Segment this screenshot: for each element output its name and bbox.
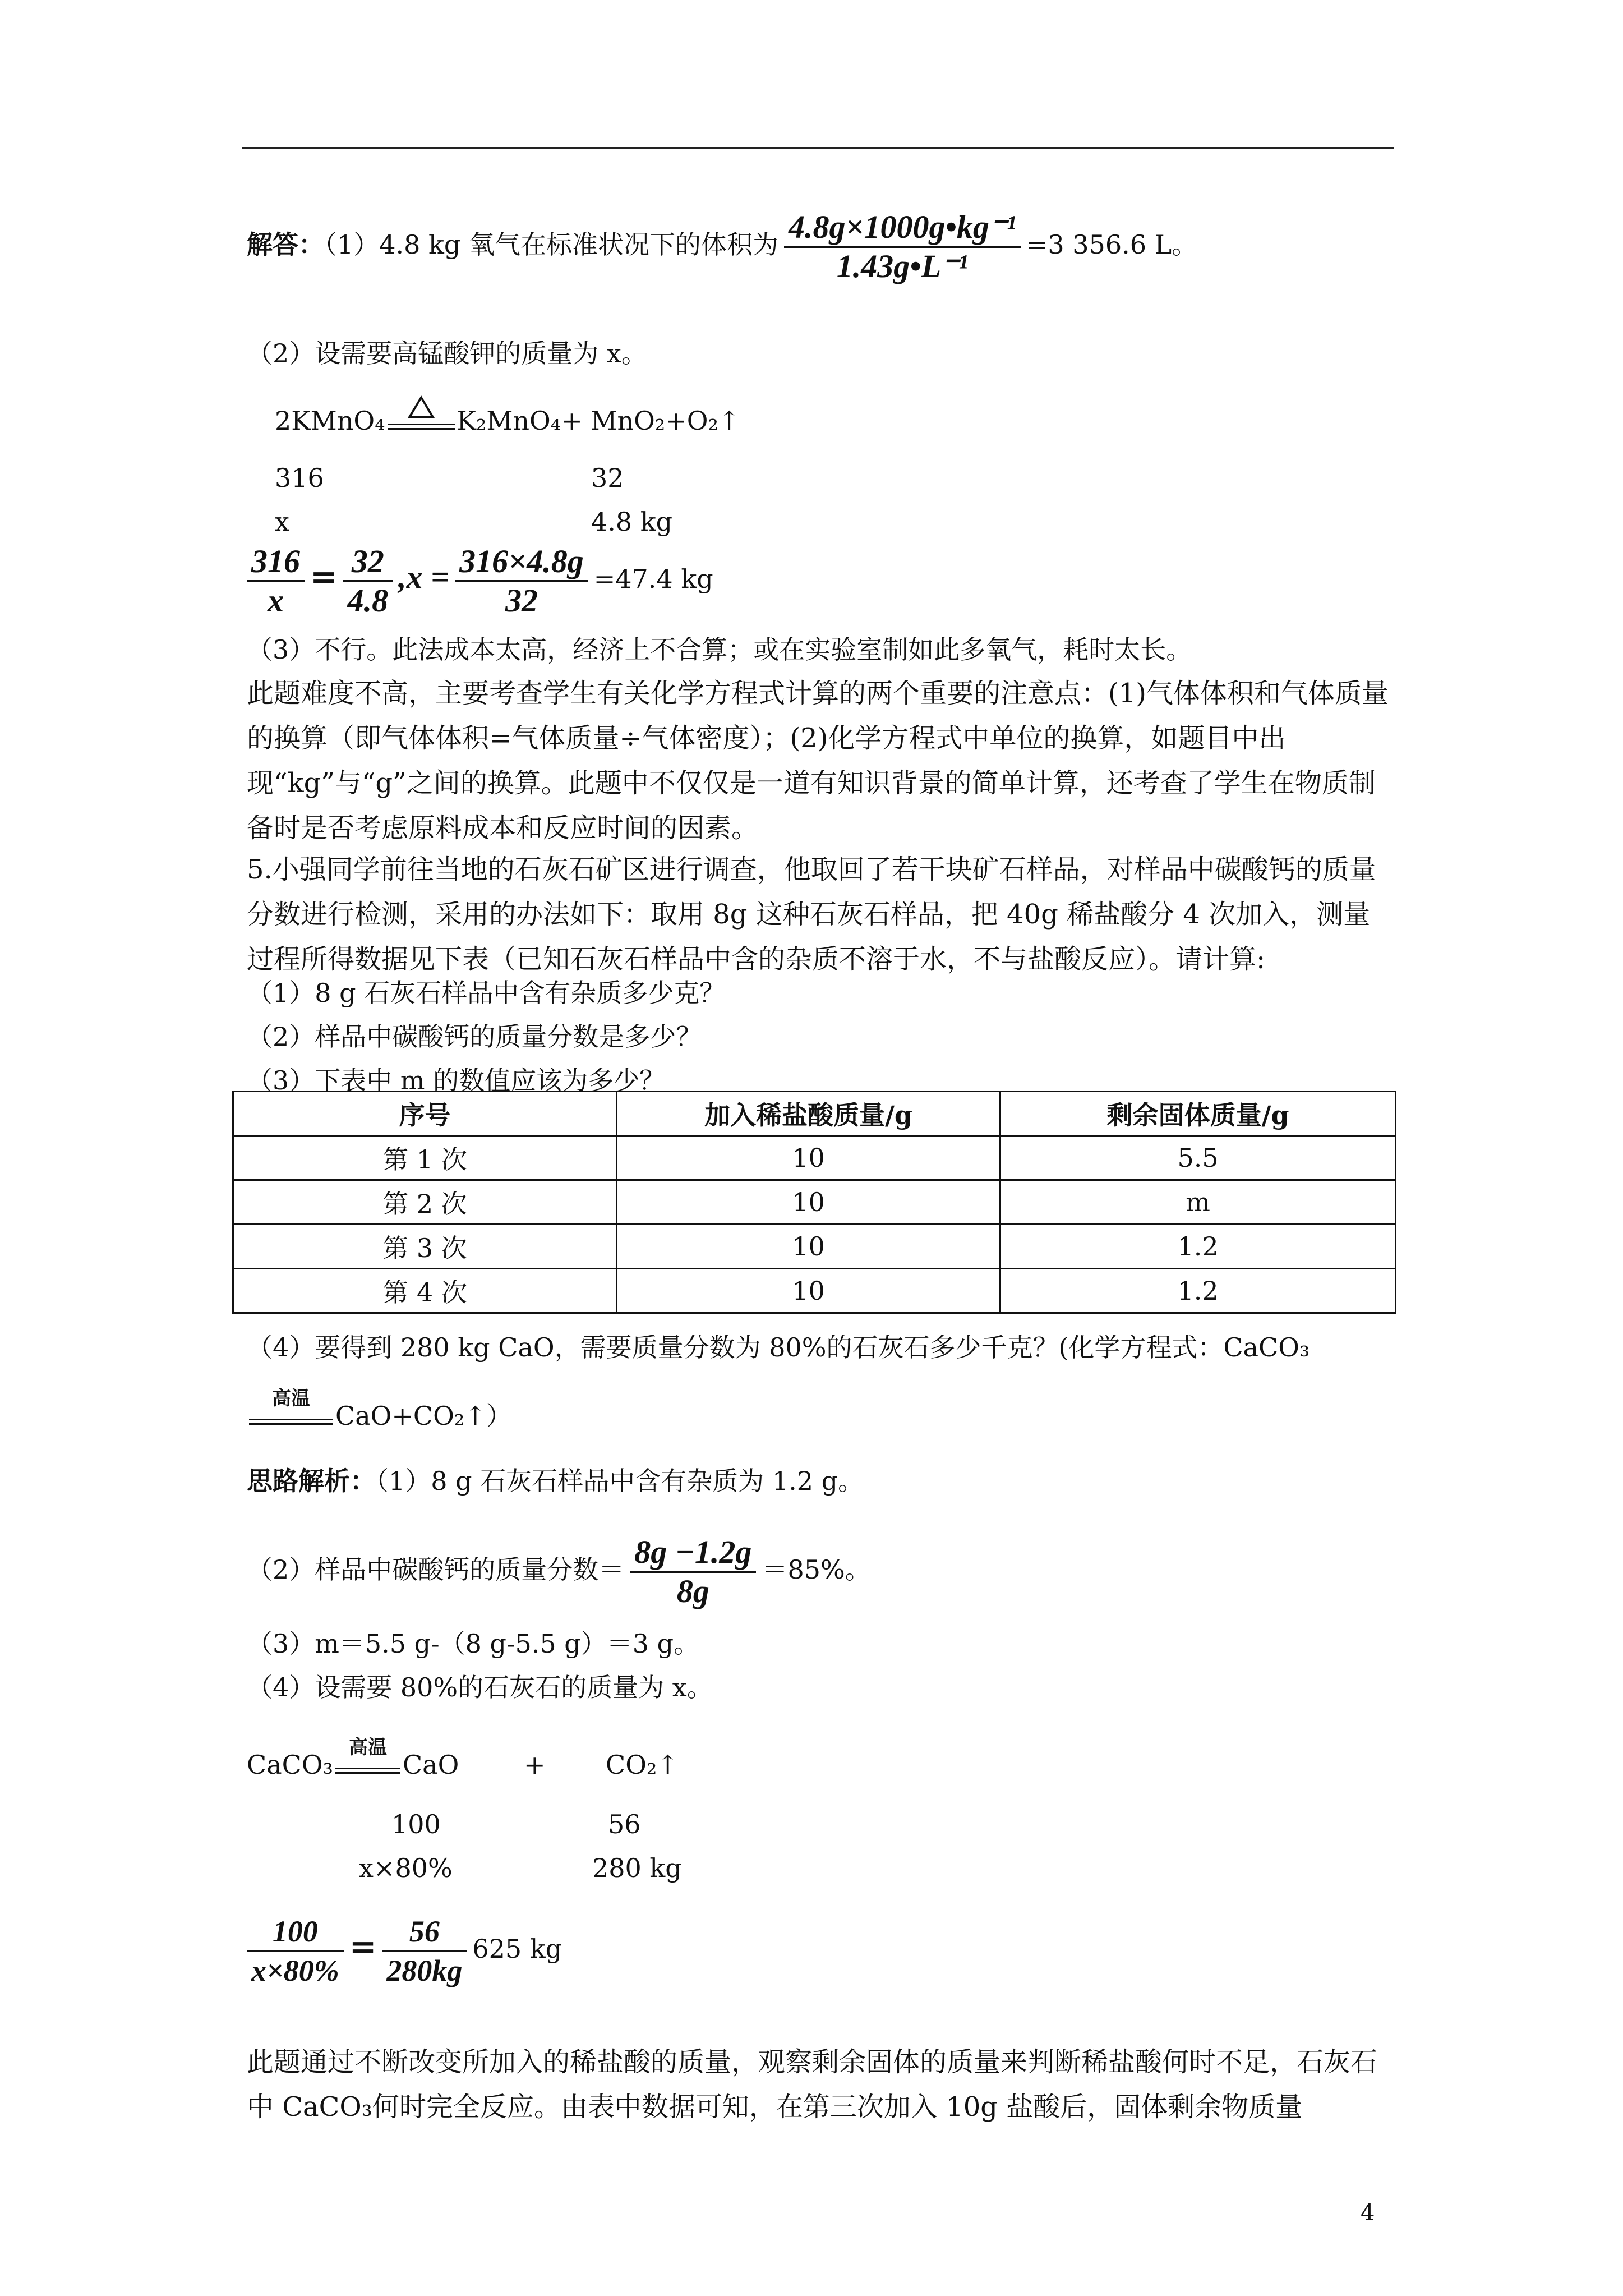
question-5-sub-2: （2）样品中碳酸钙的质量分数是多少？ (247, 1022, 702, 1052)
table-cell: 第 4 次 (233, 1269, 617, 1313)
table-cell: 5.5 (1000, 1136, 1396, 1180)
table-header-row (233, 1092, 1396, 1136)
table-header: 加入稀盐酸质量/g (617, 1092, 1000, 1136)
proportion-line: $\frac{316}{x}$ = $\frac{32}{4.8}$ ,x = $\frac{316\times 4.8g}{32}$ =47.4 kg (247, 543, 713, 619)
table-header: 剩余固体质量/g (1000, 1092, 1396, 1136)
caco3-ratio-row-2-b: 280 kg (592, 1853, 682, 1883)
heat-triangle-icon (408, 395, 435, 418)
volume-fraction (784, 209, 1021, 285)
solution-line-2: （2）样品中碳酸钙的质量分数＝ $\frac{8g -1.2g}{8g}$ ＝85%。 (247, 1534, 871, 1609)
equation-left: 2KMnO₄ (275, 406, 385, 436)
answer-p2: （2）设需要高锰酸钾的质量为 x。 (247, 338, 647, 369)
percent-fraction: $\frac{8g -1.2g}{8g}$ (630, 1534, 756, 1610)
solution-line-3: （3）m＝5.5 g-（8 g-5.5 g）＝3 g。 (247, 1628, 700, 1659)
answer-label: 解答： (247, 229, 324, 260)
caco3-ratio-row-1-b: 56 (608, 1809, 641, 1839)
table-cell: 1.2 (1000, 1225, 1396, 1269)
table-cell: 10 (617, 1269, 1000, 1313)
question-5-stem: 5.小强同学前往当地的石灰石矿区进行调查，他取回了若干块矿石样品，对样品中碳酸钙的质量分数进行检测，采用的办法如下：取用 8g 这种石灰石样品，把 40g 稀盐酸分 4 次加入，测量过程所得数据见下表（已知石灰石样品中含的杂质不溶于水，不与盐酸反应）。请计算: (247, 854, 1376, 975)
equation-co2: CO₂↑ (606, 1750, 679, 1780)
proportion-result: =47.4 kg (593, 564, 713, 594)
equation-plus: + (524, 1750, 546, 1780)
heat-arrow (388, 409, 455, 437)
measurement-table (232, 1091, 1396, 1314)
caco3-ratio-row-2-a: x×80% (359, 1853, 453, 1883)
question-5-sub-1: （1）8 g 石灰石样品中含有杂质多少克？ (247, 978, 726, 1008)
solution-line-4: （4）设需要 80%的石灰石的质量为 x。 (247, 1672, 713, 1703)
table-row (233, 1180, 1396, 1225)
kmno4-equation (275, 398, 740, 443)
table-cell: 10 (617, 1225, 1000, 1269)
final-paragraph: 此题通过不断改变所加入的稀盐酸的质量，观察剩余固体的质量来判断稀盐酸何时不足，石灰石中 CaCO₃何时完全反应。由表中数据可知，在第三次加入 10g 盐酸后，固体剩余物质量 (247, 2046, 1378, 2123)
table-row (233, 1269, 1396, 1313)
header-rule (242, 147, 1394, 149)
analysis-paragraph: 此题难度不高，主要考查学生有关化学方程式计算的两个重要的注意点：(1)气体体积和气体质量的换算（即气体体积=气体质量÷气体密度）；(2)化学方程式中单位的换算，如题目中出现“kg”与“g”之间的换算。此题中不仅仅是一道有知识背景的简单计算，还考查了学生在物质制备时是否考虑原料成本和反应时间的因素。 (247, 678, 1389, 844)
ratio-row-1-b: 32 (591, 463, 624, 493)
ratio-row-1-a: 316 (275, 463, 324, 493)
table-cell: 第 1 次 (233, 1136, 617, 1180)
answer-p1-result: =3 356.6 L。 (1026, 229, 1198, 260)
volume-fraction-den: 1.43g•L⁻¹ (836, 248, 969, 284)
fraction-316-x: $\frac{316}{x}$ (247, 543, 305, 619)
caco3-equation: CaCO₃ 高温 CaO (247, 1736, 459, 1780)
answer-p1-text: （1）4.8 kg 氧气在标准状况下的体积为 (324, 229, 778, 260)
fraction-32-48: $\frac{32}{4.8}$ (343, 543, 393, 619)
caco3-proportion: $\frac{100}{x\times 80\%}$ = $\frac{56}{280kg}$ 625 kg (247, 1913, 562, 1989)
table-cell: m (1000, 1180, 1396, 1225)
question-5-sub-3: （3）下表中 m 的数值应该为多少？ (247, 1065, 666, 1096)
fraction-56: $\frac{56}{280kg}$ (382, 1913, 467, 1989)
high-temp-arrow: 高温 (335, 1753, 400, 1781)
question-5-sub-4: （4）要得到 280 kg CaO，需要质量分数为 80%的石灰石多少千克？(化学方程式：CaCO₃ (247, 1332, 1310, 1363)
table-cell: 第 2 次 (233, 1180, 617, 1225)
answer-p3: （3）不行。此法成本太高，经济上不合算；或在实验室制如此多氧气，耗时太长。 (247, 634, 1192, 665)
table-cell: 1.2 (1000, 1269, 1396, 1313)
table-row (233, 1136, 1396, 1180)
caco3-ratio-row-1-a: 100 (391, 1809, 441, 1839)
solution-line-1: 思路解析：（1）8 g 石灰石样品中含有杂质为 1.2 g。 (247, 1466, 864, 1496)
equation-right: K₂MnO₄+ MnO₂+O₂↑ (457, 406, 740, 436)
solution-label: 思路解析： (247, 1466, 376, 1496)
volume-fraction-num: 4.8g×1000g•kg⁻¹ (784, 209, 1021, 248)
fraction-solve-x: $\frac{316\times 4.8g}{32}$ (455, 543, 588, 619)
table-row (233, 1225, 1396, 1269)
table-header: 序号 (233, 1092, 617, 1136)
page-number: 4 (1361, 2200, 1375, 2226)
fraction-100: $\frac{100}{x\times 80\%}$ (247, 1913, 344, 1989)
question-5-equation: 高温 CaO+CO₂↑） (247, 1393, 512, 1438)
table-cell: 第 3 次 (233, 1225, 617, 1269)
high-temp-arrow: 高温 (249, 1404, 333, 1432)
answer-line-1 (247, 209, 1197, 285)
ratio-row-2-b: 4.8 kg (591, 507, 673, 537)
ratio-row-2-a: x (275, 507, 289, 537)
table-cell: 10 (617, 1136, 1000, 1180)
table-cell: 10 (617, 1180, 1000, 1225)
